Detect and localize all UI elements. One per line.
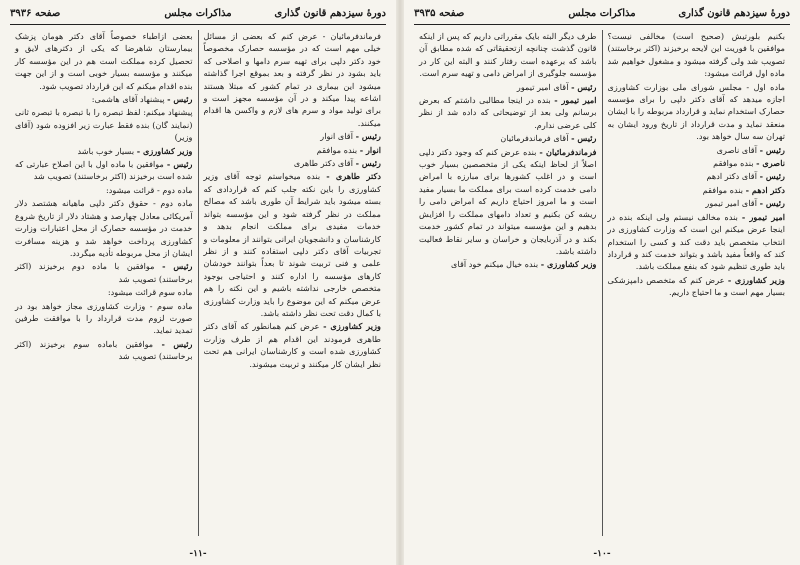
speaker-name: رئیس -: [355, 131, 381, 142]
paragraph: [15, 260, 193, 285]
paragraph: [608, 184, 786, 196]
paragraph: [419, 258, 597, 270]
speaker-name: وزیر کشاورزی -: [136, 145, 193, 156]
paragraph: [15, 286, 193, 298]
paragraph-text: آقای ناصری: [716, 144, 757, 155]
journal-title: مذاکرات مجلس: [568, 8, 636, 19]
series-title: دورهٔ سیزدهم قانون گذاری: [678, 8, 790, 19]
speaker-name: دکتر طاهری -: [326, 171, 381, 182]
paragraph-text: بنده خیال میکنم خود آقای: [451, 259, 539, 270]
speaker-name: رئیس -: [161, 338, 193, 349]
paragraph: [608, 274, 786, 299]
paragraph: [204, 144, 382, 156]
paragraph-text: عرض کنم همانطور که آقای دکتر طاهری فرمودند این اقدام هم از طرف وزارت کشاورزی شده است و کارشناسان ایرانی هم تحت نظر ایشان کار میکنند و تربیت میشوند.: [203, 321, 381, 369]
series-title: دورهٔ سیزدهم قانون گذاری: [274, 8, 386, 19]
paragraph: [419, 132, 597, 144]
page-number: صفحه ۳۹۳۶: [10, 8, 61, 19]
paragraph: [204, 320, 382, 370]
paragraph-text: آقای دکتر طاهری: [293, 158, 353, 169]
paragraph-text: بعضی ازاطباء خصوصاً آقای دکتر هومان پزشک بیمارستان شاهرضا که یکی از دکترهای لایق و تحصیل کرده مملکت است هم در این مؤسسه کار میکنند و مؤسسه بسیار خوبی است و از این جهت بنده اقدام میکنم که این قرارداد تصویب شود.: [15, 31, 193, 91]
paragraph-text: موافقین با ماده دوم برخیزند (اکثر برخاستند) تصویب شد: [15, 261, 193, 284]
paragraph-text: موافقین باماده سوم برخیزند (اکثر برخاستند) تصویب شد: [15, 338, 193, 362]
paragraph: [15, 158, 193, 183]
speaker-name: رئیس -: [759, 171, 785, 182]
paragraph-text: ماده اول - مجلس شورای ملی بوزارت کشاورزی اجازه میدهد که آقای دکتر دلپی را برای مؤسسه حصارک استخدام نماید و قرارداد مربوطه را با ایشان منعقد نماید و مدت قرارداد از تاریخ ورود ایشان به تهران سه سال خواهد بود.: [607, 81, 785, 142]
left-page: [0, 0, 396, 565]
speaker-name: وزیر کشاورزی -: [323, 321, 381, 332]
speaker-name: رئیس -: [759, 198, 785, 209]
paragraph-text: پیشنهاد میکنم: لفظ تبصره را با تبصره با تبصره ثانی (نمایند گان) بنده فقط عبارت زیر افزوده شود (آقای وزیر): [15, 107, 193, 143]
paragraph-text: موافقین با ماده اول با این اصلاح عبارتی که شده است برخیزند (اکثر برخاستند) تصویب شد: [15, 159, 193, 182]
text-column: [414, 30, 603, 536]
paragraph-text: آقای فرماندفرمائیان: [500, 133, 569, 144]
paragraph: [15, 338, 193, 363]
page-header: [414, 4, 790, 25]
page-number: صفحه ۳۹۳۵: [414, 8, 465, 19]
speaker-name: امیر تیمور -: [554, 95, 597, 106]
speaker-name: رئیس -: [759, 144, 785, 155]
paragraph-text: پیشنهاد آقای هاشمی:: [91, 94, 165, 105]
speaker-name: امیر تیمور -: [741, 211, 785, 222]
speaker-name: فرماندفرمائیان -: [539, 146, 597, 157]
text-columns: [10, 30, 386, 536]
speaker-name: وزیر کشاورزی -: [540, 259, 597, 270]
paragraph-text: ماده دوم - قرائت میشود:: [106, 184, 193, 195]
right-page: [404, 0, 800, 565]
book-gutter: [396, 0, 404, 565]
paragraph-text: فرماندفرمائیان - عرض کنم که بعضی از مسائل خیلی مهم است که در مؤسسه حصارک مخصوصاً خود دکتر دلپی برای تهیه سرم دامها و اصلاحی که باید بشود در نظر گرفته و بعد بموقع اجرا گذاشته میشود این بیماری در تمام کشور که مبتلا هستند اشاعه پیدا میکند و در آن مؤسسه مجهز است و برای تولید مواد و سرم های لازم و واکسن ها اقدام میکنند.: [203, 31, 381, 128]
text-columns: [414, 30, 790, 536]
paragraph: [608, 197, 786, 209]
paragraph-text: آقای دکتر ادهم: [706, 171, 757, 182]
text-column: [603, 30, 791, 536]
paragraph: [608, 211, 786, 273]
paragraph: [419, 30, 597, 80]
paragraph: [608, 30, 786, 80]
page-footer-number: -۱۱-: [189, 549, 207, 559]
paragraph: [15, 300, 193, 337]
paragraph-text: بسیار خوب باشد: [77, 145, 135, 156]
paragraph-text: آقای انوار: [320, 131, 353, 142]
page-footer-number: -۱۰-: [593, 549, 611, 559]
text-column: [199, 30, 387, 536]
speaker-name: رئیس -: [167, 94, 193, 105]
paragraph-text: بنده موافقم: [713, 158, 754, 169]
paragraph-text: بنده موافقم: [702, 184, 744, 195]
speaker-name: ناصری -: [756, 158, 785, 169]
paragraph-text: بکنیم بلورتیش (صحیح است) مخالفی نیست؟ موافقین با فوریت این لایحه برخیزند (اکثر برخاستند) تصویب شد ولی گرفته میشود و مشغول خواهیم شد ماده اول قرائت میشود:: [607, 31, 785, 79]
paragraph-text: ماده سوم قرائت میشود:: [107, 287, 193, 298]
speaker-name: دکتر ادهم -: [745, 184, 785, 195]
paragraph: [204, 30, 382, 129]
speaker-name: رئیس -: [355, 158, 381, 169]
paragraph: [419, 94, 597, 131]
speaker-name: رئیس -: [571, 133, 597, 144]
paragraph-text: بنده مخالف نیستم ولی اینکه بنده در اینجا عرض میکنم این است که وزارت کشاورزی در انتخاب متخصص باید دقت کند و کسی را استخدام کند که واقعاً مفید باشد و بتواند خدمت کند و قرارداد باید طوری تنظیم شود که بنفع مملکت باشد.: [607, 211, 785, 272]
paragraph: [608, 170, 786, 182]
paragraph-text: بنده در اینجا مطالبی داشتم که بعرض برسانم ولی بعد از توضیحاتی که داده شد از نظر کلی عرضی ندارم.: [419, 95, 597, 130]
paragraph: [204, 157, 382, 169]
paragraph: [15, 106, 193, 143]
speaker-name: رئیس -: [166, 159, 193, 170]
paragraph: [15, 93, 193, 105]
paragraph-text: ماده دوم - حقوق دکتر دلپی ماهیانه هشتصد دلار آمریکائی معادل چهارصد و هشتاد دلار از تاریخ شروع خدمت در مؤسسه حصارک از محل اعتبارات وزارت کشاورزی پرداخت خواهد شد و هزینه مسافرت ایشان از محل مربوطه تأدیه میگردد.: [15, 198, 193, 258]
speaker-name: رئیس -: [571, 81, 597, 92]
paragraph: [15, 145, 193, 157]
speaker-name: انوار -: [359, 144, 381, 155]
paragraph-text: بنده موافقم: [316, 144, 358, 155]
paragraph: [204, 170, 382, 319]
page-header: [10, 4, 386, 25]
journal-title: مذاکرات مجلس: [164, 8, 232, 19]
paragraph: [419, 81, 597, 93]
paragraph-text: بنده عرض کنم که وجود دکتر دلپی اصلاً از لحاظ اینکه یکی از متخصصین بسیار خوب است و در اغلب کشورها برای مبارزه با امراض دامی خدمت کرده است برای مملکت ما بسیار مفید است و ما امروز احتیاج داریم که امراض دامی را ریشه کن بکنیم و تعداد دامهای مملکت را افزایش بدهیم و این مؤسسه میتواند در تمام کشور خدمت بکند و در آذربایجان و خراسان و سایر نقاط فعالیت داشته باشد.: [419, 146, 597, 256]
paragraph: [15, 184, 193, 196]
paragraph-text: آقای امیر تیمور: [705, 198, 757, 209]
paragraph: [15, 30, 193, 92]
paragraph-text: آقای امیر تیمور: [516, 81, 569, 92]
paragraph-text: عرض کنم که متخصص دامپزشکی بسیار مهم است و ما احتیاج داریم.: [607, 274, 785, 298]
paragraph: [608, 144, 786, 156]
paragraph-text: طرف دیگر البته بایک مقرراتی داریم که پس از اینکه قانون گذشت چنانچه ازتحقیقاتی که شده مطابق آن باشد که برعهده است رفتار کنند و البته این کار در مؤسسه جلوگیری از امراض دامی و تهیه سرم است.: [419, 31, 597, 79]
paragraph-text: بنده میخواستم توجه آقای وزیر کشاورزی را باین نکته جلب کنم که قراردادی که بسته میشود باید شرایط آن طوری باشد که مصالح مملکت در نظر گرفته شود و این مؤسسه بتواند خدمات مفیدی برای مملکت انجام بدهد و کارشناسان و دانشجویان ایرانی بتوانند از معلومات و تجربیات آقای دکتر دلپی استفاده کنند و از نظر علمی و فنی تربیت شوند تا بعداً بتوانند خودشان کارهای مؤسسه را اداره کنند و احتیاجی بوجود متخصص خارجی نداشته باشیم و این نکته را هم عرض میکنم که این موضوع را باید وزارت کشاورزی با کمال دقت تحت نظر داشته باشد.: [203, 171, 381, 318]
paragraph: [608, 157, 786, 169]
paragraph: [204, 130, 382, 142]
paragraph-text: ماده سوم - وزارت کشاورزی مجاز خواهد بود در صورت لزوم مدت قرارداد را با موافقت طرفین تمدید نماید.: [15, 300, 193, 336]
paragraph: [15, 197, 193, 259]
paragraph: [608, 81, 786, 143]
speaker-name: رئیس -: [162, 261, 193, 272]
paragraph: [419, 146, 597, 258]
text-column: [10, 30, 199, 536]
speaker-name: وزیر کشاورزی -: [727, 274, 785, 285]
